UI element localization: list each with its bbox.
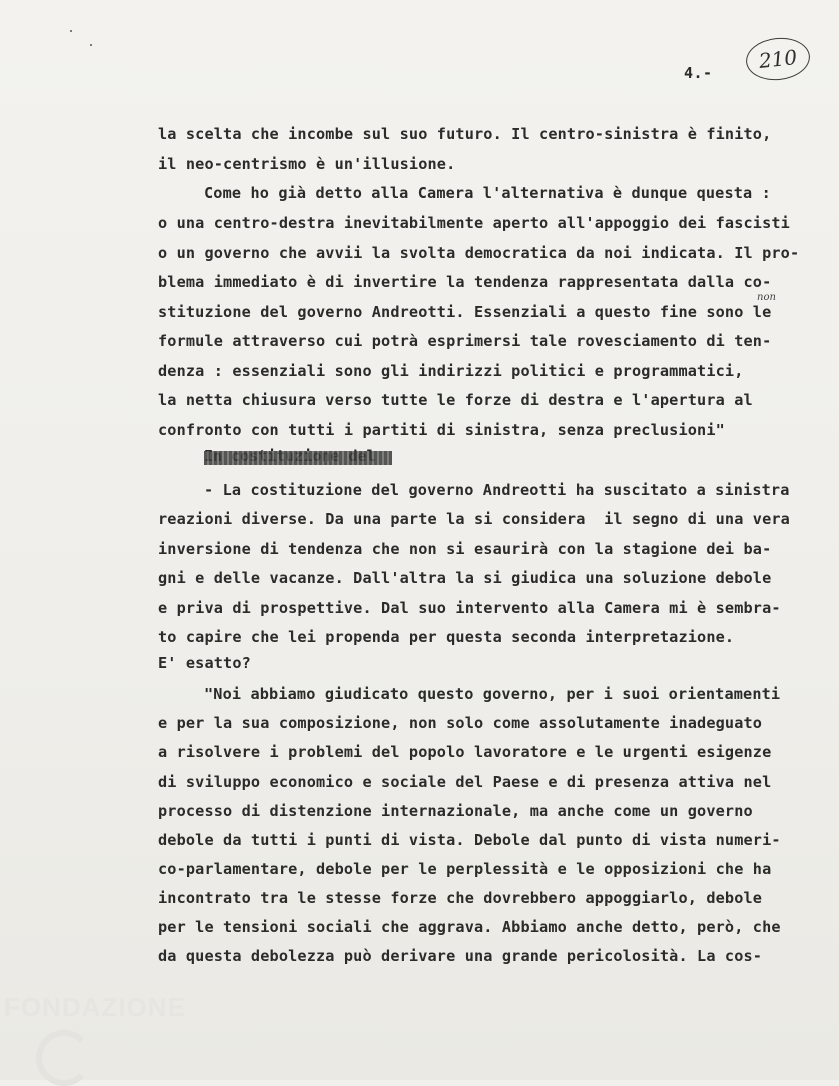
handwritten-insert: non [757, 292, 776, 303]
text-line: per le tensioni sociali che aggrava. Abbiamo anche detto, però, che [158, 918, 781, 936]
text-line: reazioni diverse. Da una parte la si considera il segno di una vera [158, 510, 790, 528]
text-line: blema immediato è di invertire la tendenza rappresentata dalla co- [158, 273, 772, 291]
text-line: di sviluppo economico e sociale del Paese e di presenza attiva nel [158, 773, 772, 791]
text-line: - La costituzione del governo Andreotti ha suscitato a sinistra [204, 481, 790, 499]
text-line: processo di distenzione internazionale, ma anche come un governo [158, 802, 753, 820]
text-line: la scelta che incombe sul suo futuro. Il centro-sinistra è finito, [158, 125, 772, 143]
paper-speck [90, 44, 92, 46]
text-line: E' esatto? [158, 654, 251, 672]
paper-speck [70, 30, 72, 32]
text-line: gni e delle vacanze. Dall'altra la si giudica una soluzione debole [158, 569, 772, 587]
text-line: "Noi abbiamo giudicato questo governo, per i suoi orientamenti [204, 685, 781, 703]
text-line: denza : essenziali sono gli indirizzi politici e programmatici, [158, 362, 744, 380]
strike-through-mark [204, 451, 392, 465]
text-line: il neo-centrismo è un'illusione. [158, 155, 456, 173]
text-line: confronto con tutti i partiti di sinistra, senza preclusioni" [158, 421, 725, 439]
page-number: 4.- [684, 64, 713, 82]
archive-number: 210 [757, 45, 799, 73]
archive-number-stamp [744, 35, 812, 83]
text-line: o un governo che avvii la svolta democratica da noi indicata. Il pro- [158, 244, 800, 262]
text-line: la netta chiusura verso tutte le forze di destra e l'apertura al [158, 391, 753, 409]
text-line: o una centro-destra inevitabilmente aperto all'appoggio dei fascisti [158, 214, 790, 232]
archive-watermark: FONDAZIONE [4, 992, 186, 1022]
text-line: a risolvere i problemi del popolo lavoratore e le urgenti esigenze [158, 743, 772, 761]
text-line: debole da tutti i punti di vista. Debole dal punto di vista numeri- [158, 831, 781, 849]
text-line: stituzione del governo Andreotti. Essenziali a questo fine sono le [158, 303, 772, 321]
text-line: da questa debolezza può derivare una grande pericolosità. La cos- [158, 947, 763, 965]
text-line: Come ho già detto alla Camera l'alternativa è dunque questa : [204, 184, 771, 202]
text-line: co-parlamentare, debole per le perplessità e le opposizioni che ha [158, 860, 772, 878]
text-line: formule attraverso cui potrà esprimersi tale rovesciamento di ten- [158, 332, 772, 350]
text-line: to capire che lei propenda per questa seconda interpretazione. [158, 628, 735, 646]
text-line: inversione di tendenza che non si esaurirà con la stagione dei ba- [158, 540, 772, 558]
text-line: incontrato tra le stesse forze che dovrebbero appoggiarlo, debole [158, 889, 763, 907]
text-line: e priva di prospettive. Dal suo intervento alla Camera mi è sembra- [158, 599, 781, 617]
text-line: e per la sua composizione, non solo come assolutamente inadeguato [158, 714, 763, 732]
archive-logo-icon [36, 1030, 92, 1086]
